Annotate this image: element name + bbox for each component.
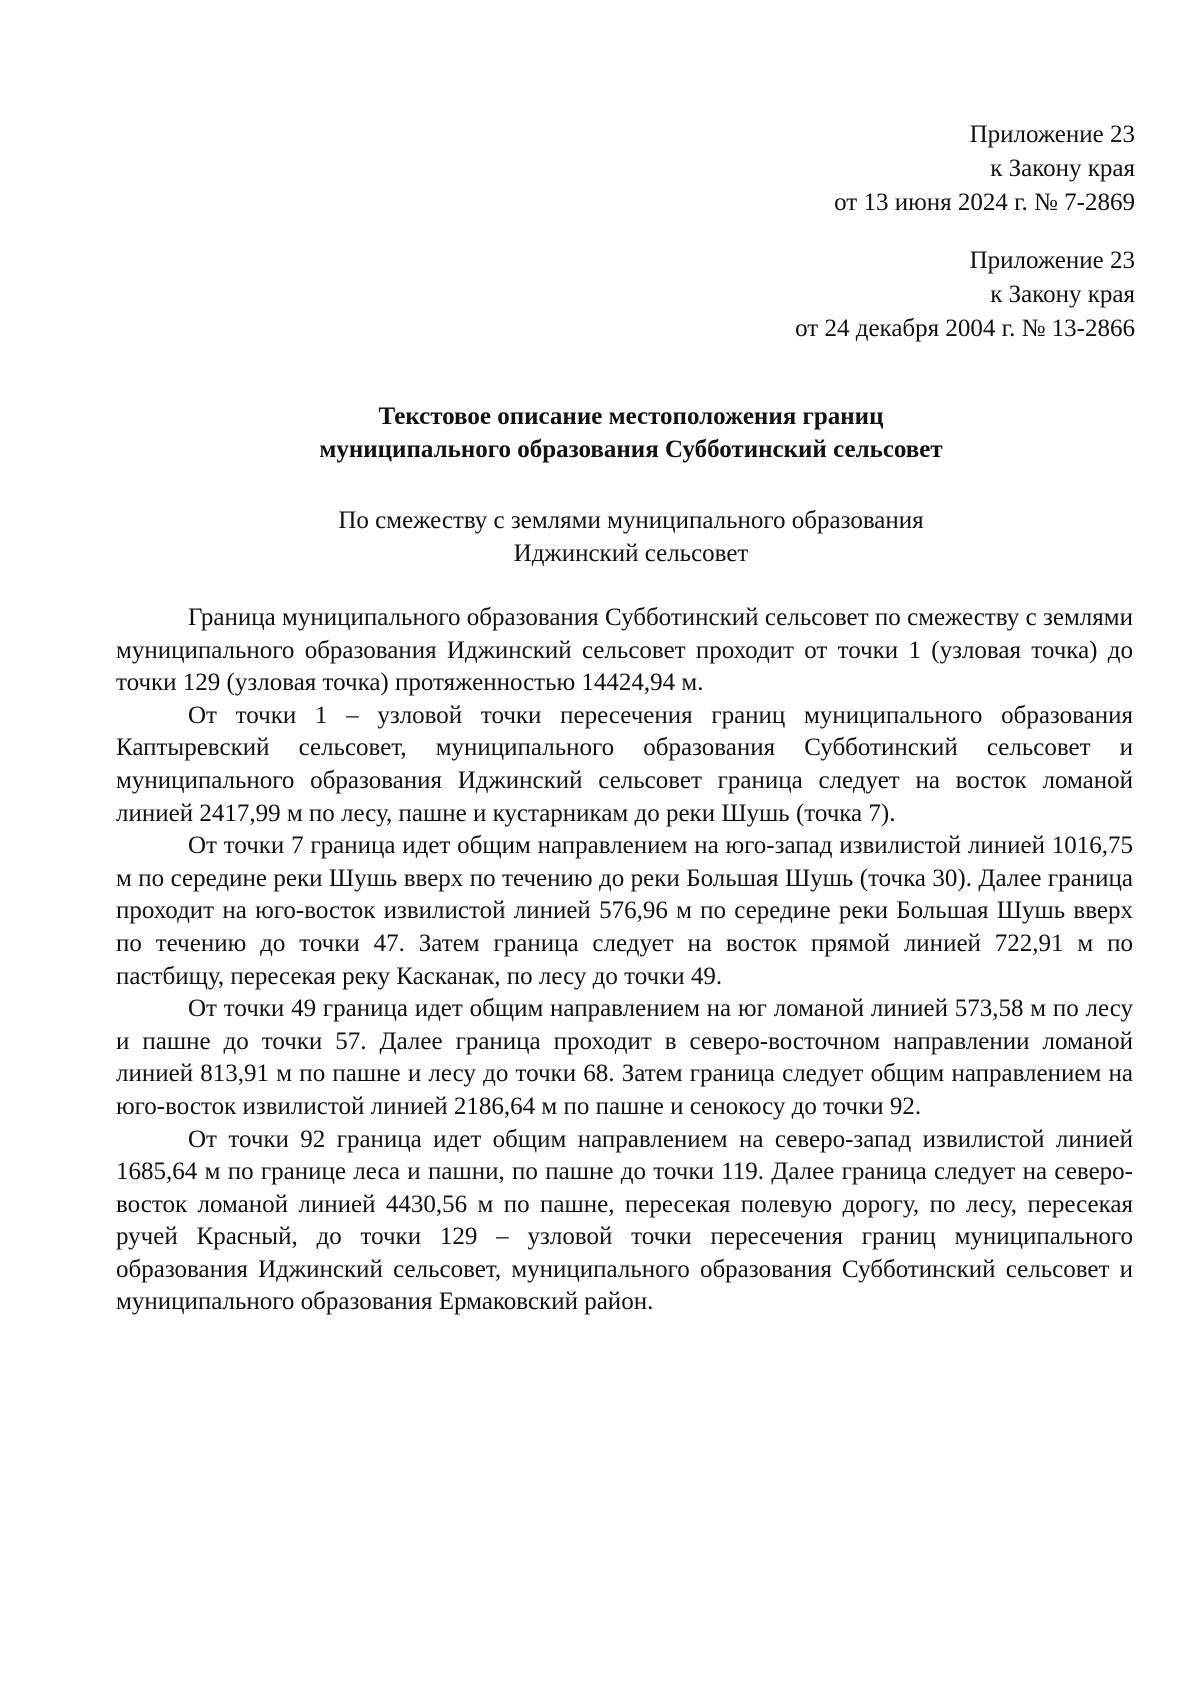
appendix-law-date: от 24 декабря 2004 г. № 13-2866 — [795, 315, 1135, 342]
subtitle-line: По смежеству с землями муниципального образования — [338, 507, 924, 534]
boundary-description — [116, 602, 1133, 1319]
body-paragraph: От точки 1 – узловой точки пересечения границ муниципального образования Каптыревский сельсовет, муниципального образования Субботинский сельсовет и муниципального образования Иджинский сельсовет граница следует на восток ломаной линией 2417,99 м по лесу, пашне и кустарникам до реки Шушь (точка 7). — [116, 701, 1133, 827]
appendix-header-current — [834, 118, 1135, 220]
section-subtitle — [0, 504, 1200, 570]
appendix-law-reference: к Закону края — [990, 155, 1135, 182]
body-paragraph: От точки 49 граница идет общим направлением на юг ломаной линией 573,58 м по лесу и пашне до точки 57. Далее граница проходит в северо-восточном направлении ломаной линией 813,91 м по пашне и лесу до точки 68. Затем граница следует общим направлением на юго-восток извилистой линией 2186,64 м по пашне и сенокосу до точки 92. — [116, 995, 1133, 1120]
title-line: Текстовое описание местоположения границ — [378, 403, 884, 430]
document-title — [0, 400, 1200, 466]
subtitle-line: Иджинский сельсовет — [513, 540, 749, 567]
appendix-law-date: от 13 июня 2024 г. № 7-2869 — [834, 189, 1135, 216]
body-paragraph: Граница муниципального образования Субботинский сельсовет по смежеству с землями муниципального образования Иджинский сельсовет проходит от точки 1 (узловая точка) до точки 129 (узловая точка) протяженностью 14424,94 м. — [116, 604, 1133, 697]
title-line: муниципального образования Субботинский сельсовет — [319, 436, 943, 463]
appendix-header-original — [795, 244, 1135, 346]
appendix-number: Приложение 23 — [969, 247, 1135, 274]
body-paragraph: От точки 7 граница идет общим направлением на юго-запад извилистой линией 1016,75 м по середине реки Шушь вверх по течению до реки Большая Шушь (точка 30). Далее граница проходит на юго-восток извилистой линией 576,96 м по середине реки Большая Шушь вверх по течению до точки 47. Затем граница следует на восток прямой линией 722,91 м по пастбищу, пересекая реку Касканак, по лесу до точки 49. — [116, 832, 1133, 990]
appendix-number: Приложение 23 — [969, 121, 1135, 148]
body-paragraph: От точки 92 граница идет общим направлением на северо-запад извилистой линией 1685,64 м по границе леса и пашни, по пашне до точки 119. Далее граница следует на северо-восток ломаной линией 4430,56 м по пашне, пересекая полевую дорогу, по лесу, пересекая ручей Красный, до точки 129 – узловой точки пересечения границ муниципального образования Иджинский сельсовет, муниципального образования Субботинский сельсовет и муниципального образования Ермаковский район. — [116, 1125, 1133, 1316]
appendix-law-reference: к Закону края — [990, 281, 1135, 308]
